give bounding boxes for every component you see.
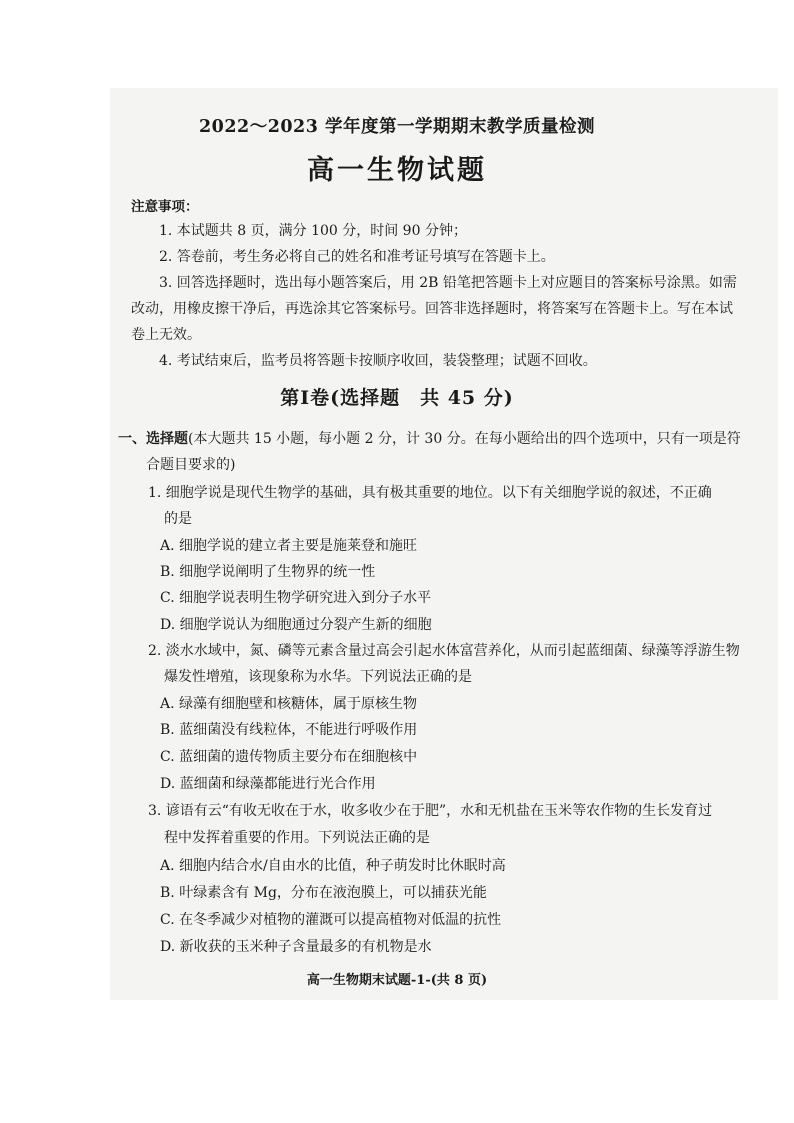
question-3-option-a: A. 细胞内结合水/自由水的比值，种子萌发时比休眠时高 <box>160 858 506 874</box>
exam-title: 高一生物试题 <box>307 155 487 186</box>
question-2-stem-cont: 爆发性增殖，该现象称为水华。下列说法正确的是 <box>164 669 472 685</box>
note-line: 1. 本试题共 8 页，满分 100 分，时间 90 分钟； <box>159 223 467 239</box>
question-2-option-b: B. 蓝细菌没有线粒体，不能进行呼吸作用 <box>160 722 418 738</box>
note-line: 卷上无效。 <box>131 327 201 343</box>
question-3-stem-cont: 程中发挥着重要的作用。下列说法正确的是 <box>164 830 430 846</box>
note-line: 2. 答卷前，考生务必将自己的姓名和准考证号填写在答题卡上。 <box>159 249 555 265</box>
question-1-stem-cont: 的是 <box>164 511 192 527</box>
notes-heading: 注意事项： <box>131 199 199 215</box>
note-line: 改动，用橡皮擦干净后，再选涂其它答案标号。回答非选择题时，将答案写在答题卡上。写在本试 <box>131 301 733 317</box>
question-3-option-b: B. 叶绿素含有 Mg，分布在液泡膜上，可以捕获光能 <box>160 885 487 901</box>
question-2-option-d: D. 蓝细菌和绿藻都能进行光合作用 <box>160 776 376 792</box>
question-3-stem: 3. 谚语有云“有收无收在于水，收多收少在于肥”，水和无机盐在玉米等农作物的生长发育过 <box>148 803 713 819</box>
question-2-stem: 2. 淡水水域中，氮、磷等元素含量过高会引起水体富营养化，从而引起蓝细菌、绿藻等浮游生物 <box>148 643 740 659</box>
question-1-stem: 1. 细胞学说是现代生物学的基础，具有极其重要的地位。以下有关细胞学说的叙述，不正确 <box>148 485 712 501</box>
part1-label: 一、选择题 <box>118 431 188 447</box>
note-line: 3. 回答选择题时，选出每小题答案后，用 2B 铅笔把答题卡上对应题目的答案标号涂黑。如需 <box>159 275 737 291</box>
section-title: 第Ⅰ卷(选择题 共 45 分) <box>280 387 514 409</box>
question-3-option-d: D. 新收获的玉米种子含量最多的有机物是水 <box>160 939 432 955</box>
part1-instructions-cont: 合题目要求的) <box>146 457 236 473</box>
question-2-option-c: C. 蓝细菌的遗传物质主要分布在细胞核中 <box>160 749 418 765</box>
part1-intro <box>118 430 741 448</box>
question-2-option-a: A. 绿藻有细胞壁和核糖体，属于原核生物 <box>160 696 418 712</box>
exam-header: 2022～2023 学年度第一学期期末教学质量检测 <box>198 117 595 137</box>
question-3-option-c: C. 在冬季减少对植物的灌溉可以提高植物对低温的抗性 <box>160 912 502 928</box>
question-1-option-c: C. 细胞学说表明生物学研究进入到分子水平 <box>160 590 432 606</box>
page-footer: 高一生物期末试题-1-(共 8 页) <box>306 973 488 988</box>
note-line: 4. 考试结束后，监考员将答题卡按顺序收回，装袋整理；试题不回收。 <box>159 353 597 369</box>
question-1-option-a: A. 细胞学说的建立者主要是施莱登和施旺 <box>160 538 418 554</box>
part1-instructions: (本大题共 15 小题，每小题 2 分，计 30 分。在每小题给出的四个选项中，只有一项是符 <box>188 431 741 447</box>
question-1-option-b: B. 细胞学说阐明了生物界的统一性 <box>160 564 376 580</box>
question-1-option-d: D. 细胞学说认为细胞通过分裂产生新的细胞 <box>160 617 432 633</box>
